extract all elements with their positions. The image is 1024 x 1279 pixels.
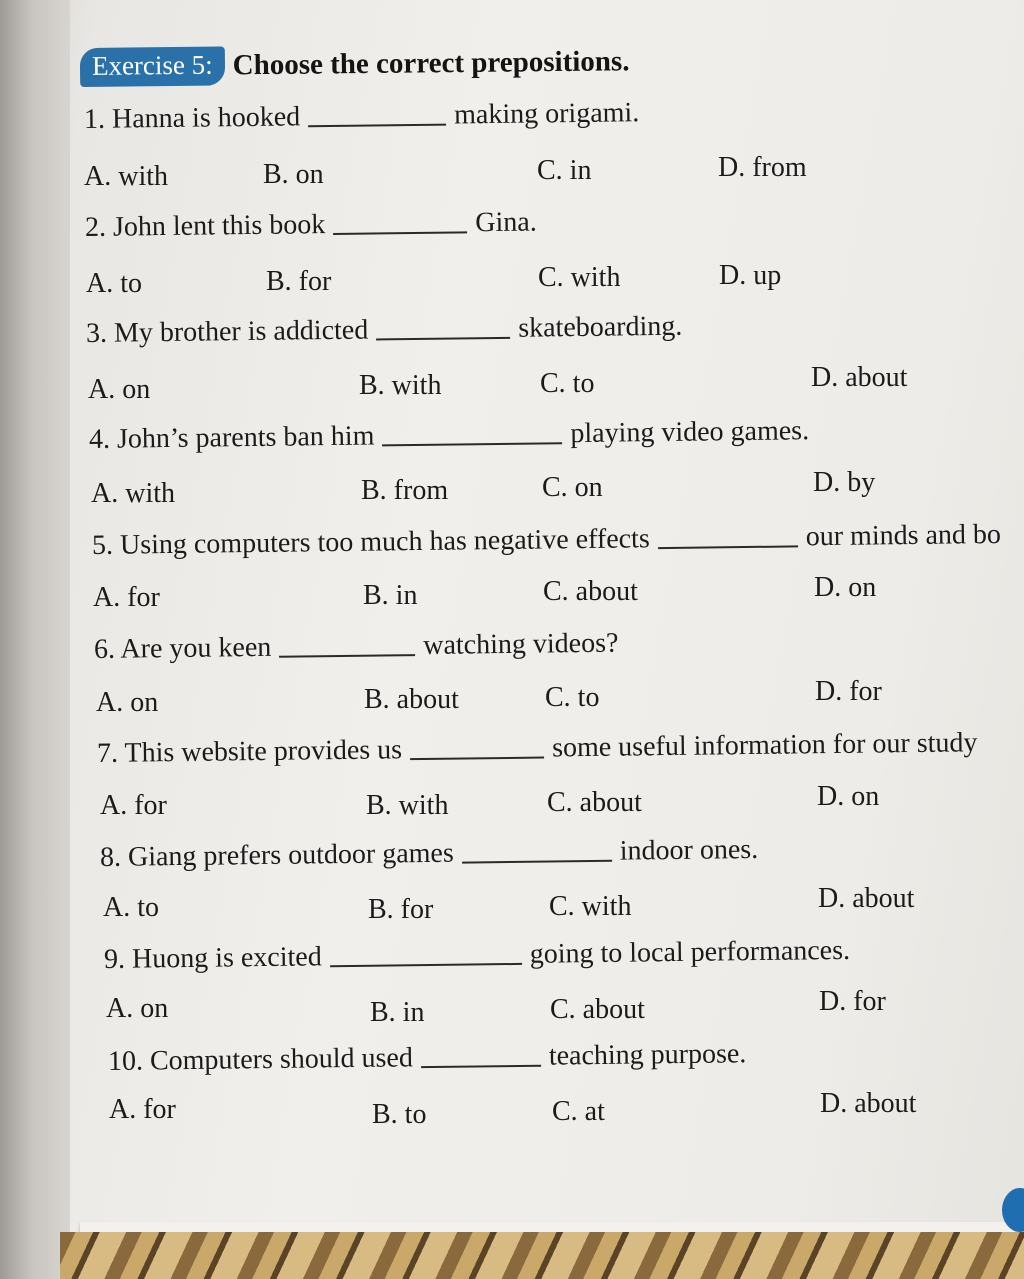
question-text-after: indoor ones. [619,833,759,867]
answer-blank[interactable] [658,545,798,549]
option-a[interactable]: A. with [91,478,175,509]
option-c[interactable]: C. in [537,155,592,186]
option-b[interactable]: B. for [368,894,434,925]
option-d[interactable]: D. up [719,260,782,291]
question-text-after: Gina. [475,206,537,239]
option-c[interactable]: C. with [538,262,621,293]
answer-blank[interactable] [410,757,544,761]
question-text: 1. Hanna is hooked [83,101,301,135]
floor-background [60,1232,1024,1279]
option-d[interactable]: D. about [818,883,915,914]
answer-blank[interactable] [421,1065,541,1068]
option-c[interactable]: C. about [547,787,642,818]
option-b[interactable]: B. from [361,475,449,506]
option-c[interactable]: C. about [543,576,638,607]
question-text: 8. Giang prefers outdoor games [99,837,454,873]
option-b[interactable]: B. about [364,684,459,715]
option-c[interactable]: C. with [549,891,632,922]
option-b[interactable]: B. with [366,790,449,821]
option-d[interactable]: D. by [813,467,876,498]
answer-blank[interactable] [308,124,446,128]
option-d[interactable]: D. from [718,152,807,183]
answer-blank[interactable] [462,860,612,864]
option-a[interactable]: A. on [88,374,151,405]
option-a[interactable]: A. to [86,268,142,299]
exercise-badge: Exercise 5: [80,46,225,87]
question-text: 9. Huong is excited [103,941,322,975]
question-text-after: teaching purpose. [548,1038,747,1072]
option-c[interactable]: C. to [545,682,600,713]
question-text-after: some useful information for our study [551,727,978,764]
option-a[interactable]: A. on [106,993,169,1024]
option-a[interactable]: A. for [100,790,167,821]
question-text-after: making origami. [453,97,640,131]
answer-blank[interactable] [333,231,467,235]
answer-blank[interactable] [382,442,562,446]
option-c[interactable]: C. on [542,472,603,503]
option-d[interactable]: D. on [814,572,877,603]
option-c[interactable]: C. about [550,994,645,1025]
question-text-after: our minds and bo [805,518,1002,553]
question-text-after: watching videos? [423,627,619,661]
answer-blank[interactable] [376,337,510,341]
option-a[interactable]: A. for [93,582,160,613]
option-b[interactable]: B. with [359,370,442,401]
option-d[interactable]: D. about [811,362,908,393]
answer-blank[interactable] [330,963,522,967]
question-text-after: skateboarding. [518,310,683,344]
option-d[interactable]: D. for [815,676,882,707]
question-6 [94,628,619,666]
answer-blank[interactable] [279,654,415,658]
question-text-after: going to local performances. [529,934,851,970]
option-c[interactable]: C. at [552,1096,605,1127]
option-d[interactable]: D. on [817,781,880,812]
question-text: 3. My brother is addicted [85,314,369,349]
exercise-header [80,42,630,86]
option-b[interactable]: B. on [263,159,324,190]
question-text: 7. This website provides us [96,734,403,769]
option-a[interactable]: A. for [109,1094,176,1125]
question-text: 4. John’s parents ban him [88,420,375,455]
question-text-after: playing video games. [570,415,810,450]
option-b[interactable]: B. in [370,997,425,1028]
option-d[interactable]: D. for [819,986,886,1017]
option-b[interactable]: B. to [372,1099,427,1130]
question-text: 10. Computers should used [107,1042,414,1077]
option-b[interactable]: B. for [266,266,332,297]
question-text: 6. Are you keen [93,631,272,665]
question-2 [85,206,537,244]
option-a[interactable]: A. with [84,161,168,192]
question-text: 2. John lent this book [84,209,326,243]
question-text: 5. Using computers too much has negative effects [91,523,650,561]
exercise-title: Choose the correct prepositions. [232,44,630,81]
book-spine [0,0,70,1279]
option-b[interactable]: B. in [363,580,418,611]
option-c[interactable]: C. to [540,368,595,399]
option-a[interactable]: A. on [96,687,159,718]
option-a[interactable]: A. to [103,892,159,923]
question-1 [84,97,640,136]
option-d[interactable]: D. about [820,1088,917,1119]
